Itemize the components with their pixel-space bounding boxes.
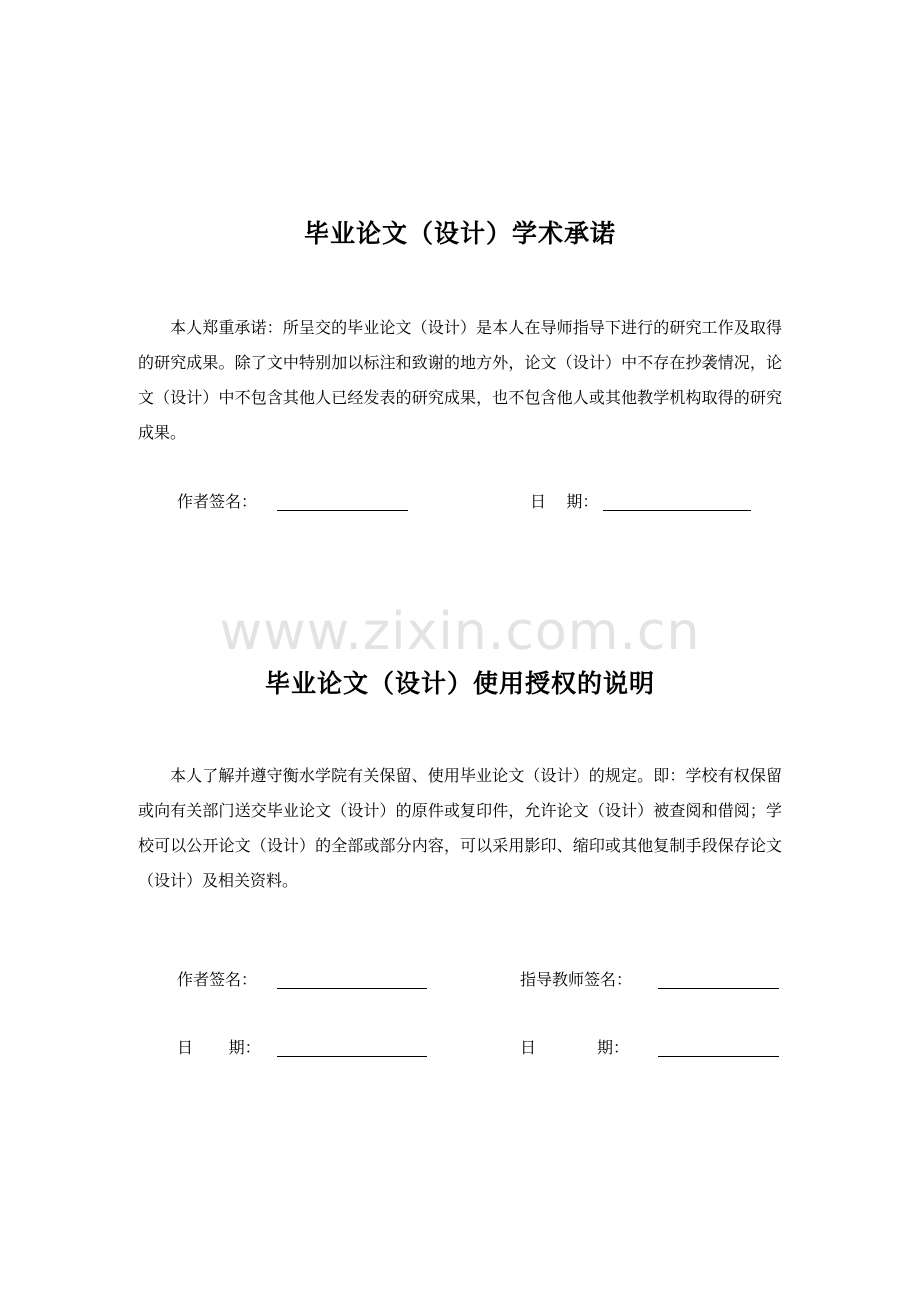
authorization-advisor-signature-line bbox=[658, 988, 779, 989]
watermark: www.zixin.com.cn bbox=[219, 602, 701, 662]
authorization-author-date-label: 日 期： bbox=[177, 1038, 261, 1057]
commitment-author-signature-line bbox=[277, 510, 408, 511]
commitment-date-line bbox=[603, 510, 751, 511]
commitment-date-label: 日 期： bbox=[530, 492, 599, 511]
authorization-title: 毕业论文（设计）使用授权的说明 bbox=[264, 669, 655, 698]
authorization-advisor-date-label: 日 期： bbox=[520, 1038, 630, 1057]
commitment-author-signature-label: 作者签名： bbox=[177, 492, 258, 511]
authorization-author-signature-line bbox=[277, 988, 427, 989]
commitment-body: 本人郑重承诺：所呈交的毕业论文（设计）是本人在导师指导下进行的研究工作及取得的研究成果。除了文中特别加以标注和致谢的地方外，论文（设计）中不存在抄袭情况，论文（设计）中不包含其他人已经发表的研究成果，也不包含他人或其他教学机构取得的研究成果。 bbox=[138, 318, 782, 442]
authorization-author-signature-label: 作者签名： bbox=[177, 970, 258, 989]
authorization-advisor-signature-label: 指导教师签名： bbox=[520, 970, 633, 989]
commitment-title: 毕业论文（设计）学术承诺 bbox=[303, 219, 616, 248]
authorization-author-date-line bbox=[277, 1056, 427, 1057]
authorization-body: 本人了解并遵守衡水学院有关保留、使用毕业论文（设计）的规定。即：学校有权保留或向有关部门送交毕业论文（设计）的原件或复印件，允许论文（设计）被查阅和借阅；学校可以公开论文（设计）的全部或部分内容，可以采用影印、缩印或其他复制手段保存论文（设计）及相关资料。 bbox=[138, 766, 782, 890]
authorization-advisor-date-line bbox=[658, 1056, 779, 1057]
